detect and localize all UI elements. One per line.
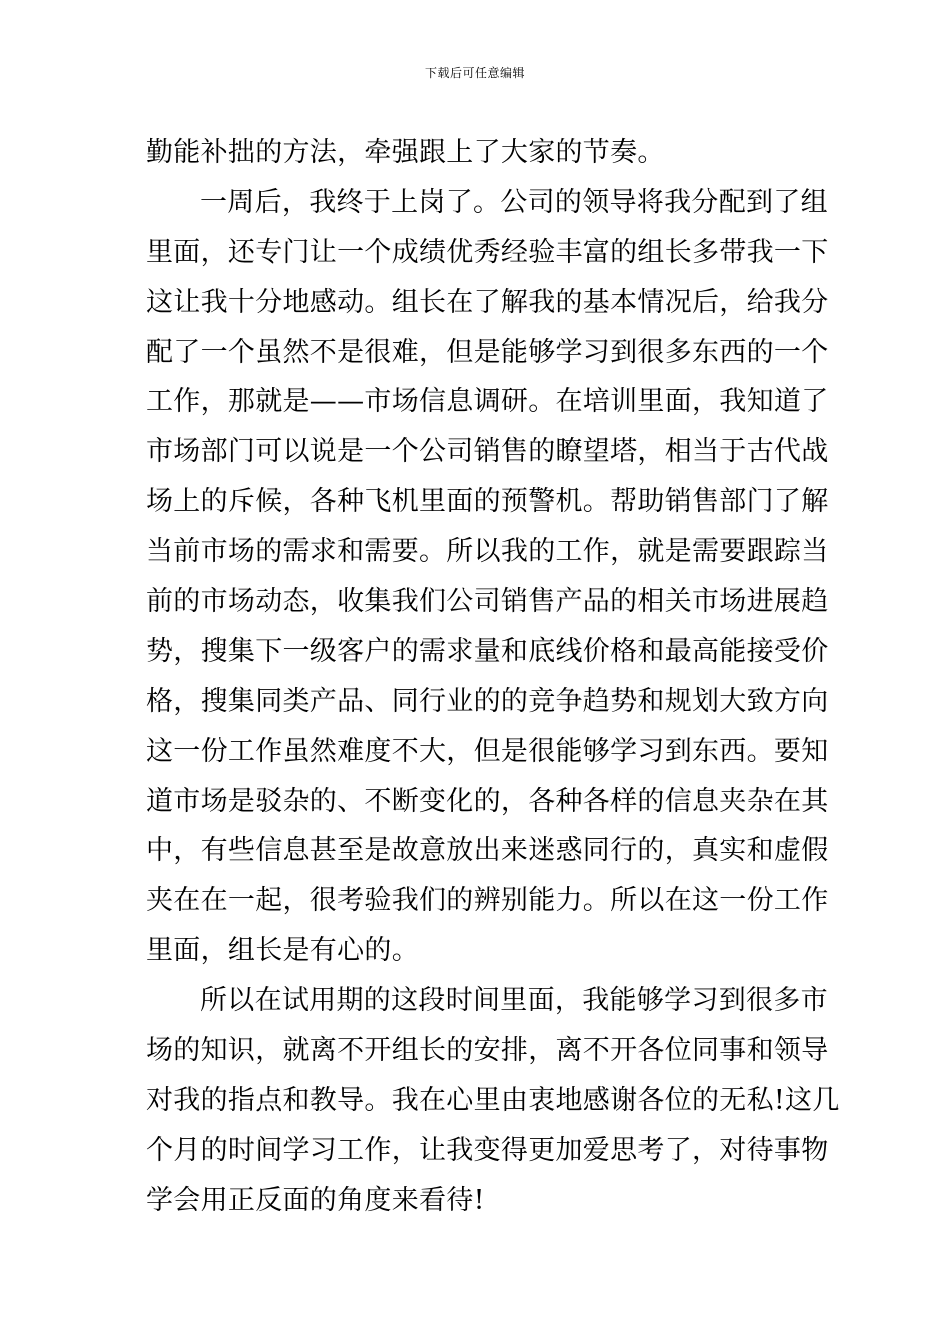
text-line: 这一份工作虽然难度不大，但是很能够学习到东西。要知 — [146, 735, 829, 767]
text-line: 格，搜集同类产品、同行业的的竞争趋势和规划大致方向 — [146, 685, 829, 717]
text-line: 所以在试用期的这段时间里面，我能够学习到很多市 — [200, 985, 828, 1017]
text-line: 配了一个虽然不是很难，但是能够学习到很多东西的一个 — [146, 336, 829, 368]
text-line: 对我的指点和教导。我在心里由衷地感谢各位的无私!这几 — [146, 1084, 840, 1116]
text-line: 道市场是驳杂的、不断变化的，各种各样的信息夹杂在其 — [146, 785, 829, 817]
text-line: 个月的时间学习工作，让我变得更加爱思考了，对待事物 — [146, 1134, 829, 1166]
text-line: 当前市场的需求和需要。所以我的工作，就是需要跟踪当 — [146, 536, 829, 568]
text-line: 场上的斥候，各种飞机里面的预警机。帮助销售部门了解 — [146, 486, 829, 518]
text-line: 工作，那就是——市场信息调研。在培训里面，我知道了 — [146, 386, 829, 418]
text-line: 夹在在一起，很考验我们的辨别能力。所以在这一份工作 — [146, 885, 829, 917]
text-line: 一周后，我终于上岗了。公司的领导将我分配到了组 — [200, 186, 828, 218]
text-line: 市场部门可以说是一个公司销售的瞭望塔，相当于古代战 — [146, 436, 829, 468]
text-line: 势，搜集下一级客户的需求量和底线价格和最高能接受价 — [146, 635, 829, 667]
document-body — [146, 128, 840, 1226]
text-line: 学会用正反面的角度来看待! — [146, 1184, 485, 1216]
text-line: 中，有些信息甚至是故意放出来迷惑同行的，真实和虚假 — [146, 835, 829, 867]
text-line: 勤能补拙的方法，牵强跟上了大家的节奏。 — [146, 137, 665, 168]
text-line: 场的知识，就离不开组长的安排，离不开各位同事和领导 — [146, 1035, 829, 1067]
page-header: 下载后可任意编辑 — [424, 66, 525, 80]
text-line: 里面，组长是有心的。 — [146, 935, 419, 967]
text-line: 里面，还专门让一个成绩优秀经验丰富的组长多带我一下 — [146, 236, 829, 268]
text-line: 这让我十分地感动。组长在了解我的基本情况后，给我分 — [146, 286, 829, 318]
text-line: 前的市场动态，收集我们公司销售产品的相关市场进展趋 — [146, 586, 829, 618]
